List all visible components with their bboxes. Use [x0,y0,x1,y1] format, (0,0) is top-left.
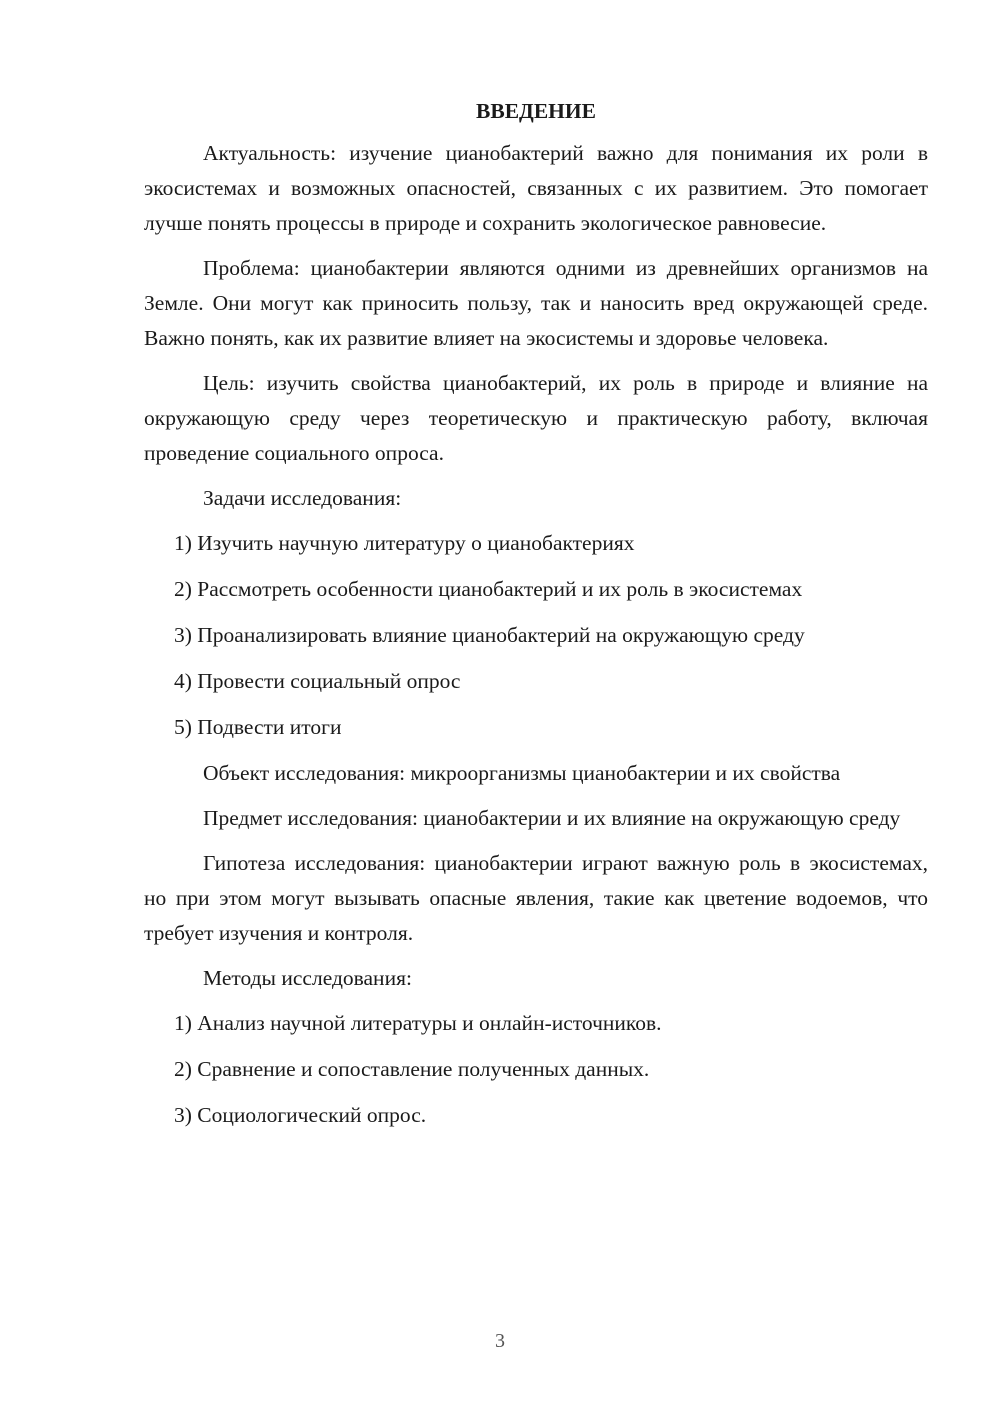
task-item: 1) Изучить научную литературу о цианобактериях [174,531,635,555]
methods-heading: Методы исследования: [203,966,412,990]
task-item: 3) Проанализировать влияние цианобактерий на окружающую среду [174,623,805,647]
method-item: 2) Сравнение и сопоставление полученных данных. [174,1057,650,1081]
problem-paragraph: Проблема: цианобактерии являются одними из древнейших организмов на Земле. Они могут как приносить пользу, так и наносить вред окружающей среде. Важно понять, как их развитие влияет на экосистемы и здоровье человека. [144,256,928,350]
subject-paragraph: Предмет исследования: цианобактерии и их влияние на окружающую среду [203,806,901,830]
task-item: 5) Подвести итоги [174,715,342,739]
document-page [144,96,928,1144]
goal-paragraph: Цель: изучить свойства цианобактерий, их роль в природе и влияние на окружающую среду через теоретическую и практическую работу, включая проведение социального опроса. [144,371,928,465]
method-item: 3) Социологический опрос. [174,1103,427,1127]
page-number: 3 [495,1330,505,1352]
task-item: 2) Рассмотреть особенности цианобактерий и их роль в экосистемах [174,577,803,601]
relevance-paragraph: Актуальность: изучение цианобактерий важно для понимания их роли в экосистемах и возможных опасностей, связанных с их развитием. Это помогает лучше понять процессы в природе и сохранить экологическое равновесие. [144,141,928,235]
hypothesis-paragraph: Гипотеза исследования: цианобактерии играют важную роль в экосистемах, но при этом могут вызывать опасные явления, такие как цветение водоемов, что требует изучения и контроля. [144,851,928,945]
task-item: 4) Провести социальный опрос [174,669,461,693]
method-item: 1) Анализ научной литературы и онлайн-источников. [174,1011,662,1035]
object-paragraph: Объект исследования: микроорганизмы цианобактерии и их свойства [203,761,841,785]
tasks-heading: Задачи исследования: [203,486,402,510]
page-title: ВВЕДЕНИЕ [476,99,596,123]
